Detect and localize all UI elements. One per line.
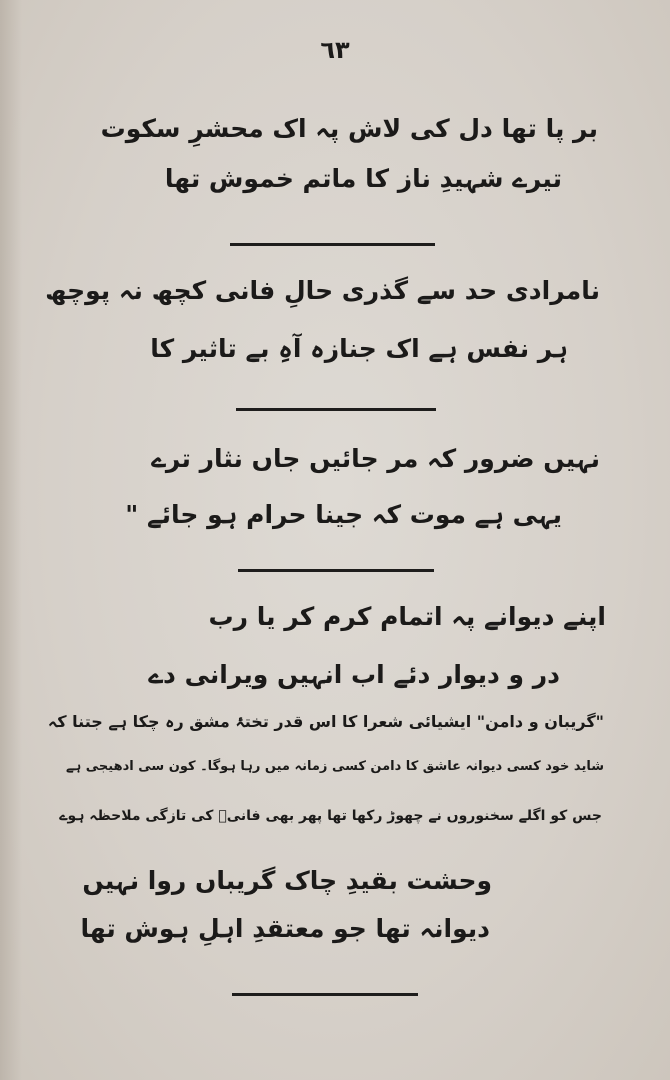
couplet-3-line-1: نہیں ضرور کہ مر جائیں جاں نثار ترے	[151, 444, 600, 473]
prose-line: شاید خود کسی دیوانہ عاشق کا دامن کسی زمانہ میں رہا ہوگا۔ کون سی ادھیجی ہے	[66, 759, 604, 774]
couplet-2-line-2: ہر نفس ہے اک جنازہ آہِ بے تاثیر کا	[150, 334, 568, 363]
prose-line: جس کو اگلے سخنوروں نے چھوڑ رکھا تھا پھر بھی فانیؔ کی تازگی ملاحظہ ہوے	[59, 808, 602, 824]
final-couplet-line-2: دیوانہ تھا جو معتقدِ اہلِ ہوش تھا	[80, 914, 490, 943]
section-divider	[236, 408, 436, 411]
couplet-4-line-1: اپنے دیوانے پہ اتمام کرم کر یا رب	[208, 602, 606, 631]
final-couplet-line-1: وحشت بقیدِ چاک گریباں روا نہیں	[82, 866, 492, 895]
section-divider	[232, 993, 418, 996]
couplet-3-line-2: یہی ہے موت کہ جینا حرام ہو جائے "	[125, 500, 562, 529]
couplet-1-line-2: تیرے شہیدِ ناز کا ماتم خموش تھا	[164, 164, 562, 193]
prose-line: "گریبان و دامن" ایشیائی شعرا کا اس قدر تختۂ مشق رہ چکا ہے جتنا کہ	[47, 712, 604, 731]
couplet-2-line-1: نامرادی حد سے گذری حالِ فانی کچھ نہ پوچھ	[45, 276, 600, 305]
couplet-1-line-1: بر پا تھا دل کی لاش پہ اک محشرِ سکوت	[100, 114, 598, 143]
section-divider	[238, 569, 434, 572]
page-number: ٦٣	[320, 36, 350, 64]
section-divider	[230, 243, 435, 246]
couplet-4-line-2: در و دیوار دئے اب انہیں ویرانی دے	[148, 660, 560, 689]
page-spine-shadow	[0, 0, 22, 1080]
